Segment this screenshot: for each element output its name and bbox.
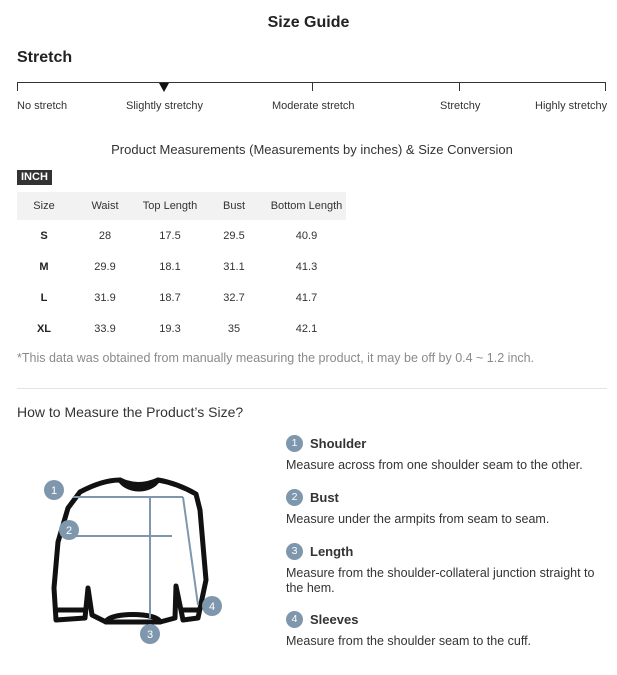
- table-cell: XL: [36, 322, 52, 335]
- table-cell: 19.3: [159, 322, 181, 335]
- measure-description: Measure under the armpits from seam to seam.: [286, 512, 550, 526]
- stretch-label-moderate: Moderate stretch: [272, 100, 355, 112]
- table-cell: 31.1: [223, 260, 245, 273]
- page-title: Size Guide: [267, 14, 350, 31]
- stretch-label-none: No stretch: [17, 100, 68, 112]
- column-header: Top Length: [139, 192, 201, 220]
- table-cell: 42.1: [295, 322, 318, 335]
- step-number-badge: 3: [286, 543, 303, 560]
- measure-description: Measure from the shoulder seam to the cuff.: [286, 634, 532, 648]
- column-header: Bust: [201, 192, 267, 220]
- step-number-badge: 4: [286, 611, 303, 628]
- measurement-note: *This data was obtained from manually measuring the product, it may be off by 0.4 ~ 1.2 inch.: [17, 351, 535, 365]
- table-cell: L: [40, 291, 48, 304]
- table-cell: 40.9: [295, 229, 318, 242]
- triangle-down-icon: [159, 83, 169, 92]
- table-cell: 18.1: [159, 260, 181, 273]
- measure-description: Measure across from one shoulder seam to the other.: [286, 458, 583, 472]
- how-to-measure-title: How to Measure the Product’s Size?: [17, 404, 244, 420]
- measure-item-length: [286, 542, 611, 596]
- table-row: [17, 251, 346, 282]
- stretch-tick: [17, 82, 18, 91]
- table-cell: 17.5: [159, 229, 181, 242]
- table-cell: 41.7: [295, 291, 318, 304]
- table-cell: 33.9: [94, 322, 116, 335]
- measure-description: Measure from the shoulder-collateral junction straight to the hem.: [286, 566, 595, 595]
- table-cell: 29.5: [223, 229, 245, 242]
- table-cell: 41.3: [295, 260, 318, 273]
- table-cell: 32.7: [223, 291, 245, 304]
- size-table: [17, 192, 346, 344]
- table-header-row: [17, 192, 346, 220]
- diagram-marker-3: [140, 624, 160, 644]
- table-cell: 35: [227, 322, 241, 335]
- stretch-title: Stretch: [17, 49, 73, 66]
- stretch-label-highly: Highly stretchy: [535, 100, 608, 112]
- table-row: [17, 220, 346, 251]
- step-number-badge: 1: [286, 435, 303, 452]
- measure-item-bust: [286, 488, 611, 527]
- table-cell: 31.9: [94, 291, 116, 304]
- svg-text:3: 3: [146, 629, 154, 641]
- measurements-title: Product Measurements (Measurements by inches) & Size Conversion: [111, 142, 513, 157]
- svg-text:2: 2: [65, 525, 73, 537]
- stretch-tick: [605, 82, 606, 91]
- stretch-label-stretchy: Stretchy: [440, 100, 481, 112]
- sweatshirt-outline-icon: [40, 470, 240, 650]
- stretch-tick: [312, 82, 313, 91]
- table-row: [17, 282, 346, 313]
- measure-name: Sleeves: [310, 611, 359, 627]
- column-header: Waist: [71, 192, 139, 220]
- stretch-tick: [459, 82, 460, 91]
- svg-text:4: 4: [208, 601, 216, 613]
- diagram-marker-1: [44, 480, 64, 500]
- measure-name: Length: [310, 543, 354, 559]
- column-header: Size: [17, 192, 71, 220]
- svg-text:1: 1: [50, 485, 58, 497]
- table-cell: 18.7: [159, 291, 181, 304]
- table-cell: M: [39, 260, 49, 273]
- column-header: Bottom Length: [267, 192, 346, 220]
- table-cell: 29.9: [94, 260, 116, 273]
- measure-name: Bust: [310, 489, 339, 505]
- stretch-label-slightly: Slightly stretchy: [126, 100, 204, 112]
- diagram-marker-2: [59, 520, 79, 540]
- table-cell: S: [40, 229, 48, 242]
- table-cell: 28: [98, 229, 112, 242]
- measure-item-shoulder: [286, 434, 611, 473]
- unit-badge: INCH: [17, 170, 52, 185]
- diagram-marker-4: [202, 596, 222, 616]
- table-row: [17, 313, 346, 344]
- section-divider: [17, 388, 607, 389]
- step-number-badge: 2: [286, 489, 303, 506]
- measure-item-sleeves: [286, 610, 611, 649]
- measure-name: Shoulder: [310, 435, 367, 451]
